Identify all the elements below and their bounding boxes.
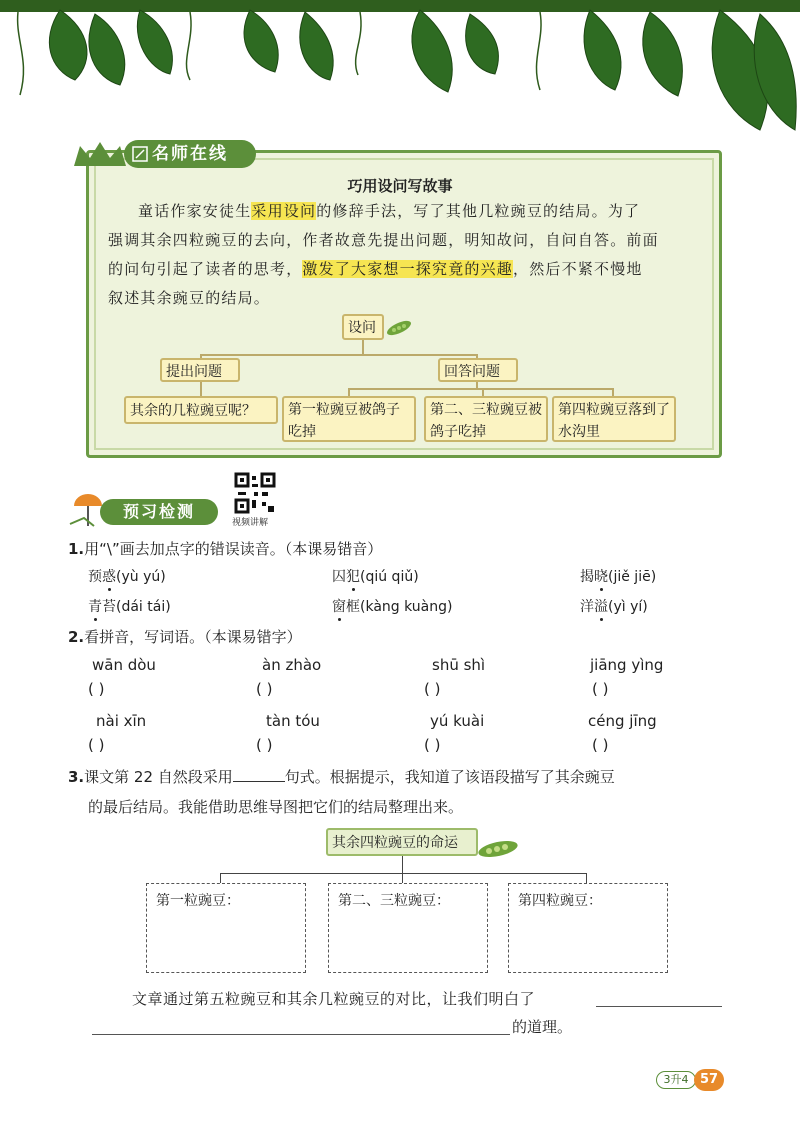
q2-answer-6[interactable]: ( ) bbox=[256, 736, 273, 754]
question-1: 1.用“\”画去加点字的错误读音。（本课易错音） bbox=[68, 540, 383, 558]
peapod-icon bbox=[384, 318, 414, 338]
q2-pinyin-2: àn zhào bbox=[262, 656, 322, 674]
diagram-ask-node: 提出问题 bbox=[160, 358, 240, 382]
q3-box-label-1: 第一粒豌豆： bbox=[156, 892, 240, 908]
q2-pinyin-1: wān dòu bbox=[92, 656, 156, 674]
q3-summary-line-2: 的道理。 bbox=[512, 1018, 573, 1036]
q3-summary-blank-2[interactable] bbox=[92, 1034, 510, 1035]
peapod-icon bbox=[474, 836, 522, 862]
vine-leaves-decoration bbox=[0, 0, 800, 140]
tips-title: 巧用设问写故事 bbox=[347, 177, 453, 195]
question-3-line-2: 的最后结局。我能借助思维导图把它们的结局整理出来。 bbox=[88, 798, 464, 816]
tips-badge-label: 名师在线 bbox=[152, 144, 228, 164]
q3-root-node: 其余四粒豌豆的命运 bbox=[326, 828, 478, 856]
q3-blank[interactable] bbox=[233, 781, 285, 782]
q2-pinyin-3: shū shì bbox=[432, 656, 486, 674]
q3-box-label-3: 第四粒豌豆： bbox=[518, 892, 602, 908]
q2-answer-3[interactable]: ( ) bbox=[424, 680, 441, 698]
q2-answer-2[interactable]: ( ) bbox=[256, 680, 273, 698]
tips-paragraph-line-1: 童话作家安徒生采用设问的修辞手法，写了其他几粒豌豆的结局。为了 bbox=[138, 202, 641, 220]
qr-label: 视频讲解 bbox=[232, 518, 269, 528]
tips-paragraph-line-2: 强调其余四粒豌豆的去向，作者故意先提出问题，明知故问，自问自答。前面 bbox=[108, 231, 659, 249]
tips-paragraph-line-3: 的问句引起了读者的思考，激发了大家想一探究竟的兴趣，然后不紧不慢地 bbox=[108, 260, 643, 278]
q2-answer-4[interactable]: ( ) bbox=[592, 680, 609, 698]
q2-answer-7[interactable]: ( ) bbox=[424, 736, 441, 754]
diagram-answer-1-node: 第一粒豌豆被鸽子吃掉 bbox=[282, 396, 416, 442]
q3-summary-line-1: 文章通过第五粒豌豆和其余几粒豌豆的对比，让我们明白了 bbox=[132, 990, 536, 1008]
q1-item-2: 囚犯(qiú qiǔ) bbox=[332, 566, 419, 586]
pen-icon bbox=[132, 146, 148, 162]
diagram-answer-2-node: 第二、三粒豌豆被鸽子吃掉 bbox=[424, 396, 548, 442]
q2-answer-5[interactable]: ( ) bbox=[88, 736, 105, 754]
q2-pinyin-7: yú kuài bbox=[430, 712, 485, 730]
q2-pinyin-8: céng jīng bbox=[588, 712, 657, 730]
diagram-answer-node: 回答问题 bbox=[438, 358, 518, 382]
crown-icon bbox=[70, 138, 130, 170]
q3-box-label-2: 第二、三粒豌豆： bbox=[338, 892, 450, 908]
page-number: 57 bbox=[694, 1069, 724, 1091]
diagram-answer-3-node: 第四粒豌豆落到了水沟里 bbox=[552, 396, 676, 442]
q2-pinyin-5: nài xīn bbox=[96, 712, 147, 730]
qr-code-icon[interactable] bbox=[234, 472, 276, 514]
q1-item-5: 窗框(kàng kuàng) bbox=[332, 596, 452, 616]
q2-pinyin-6: tàn tóu bbox=[266, 712, 320, 730]
q1-item-4: 青苔(dái tái) bbox=[88, 596, 171, 616]
question-3-line-1: 3.课文第 22 自然段采用 句式。根据提示，我知道了该语段描写了其余豌豆 bbox=[68, 768, 615, 786]
q3-summary-blank-1[interactable] bbox=[596, 1006, 722, 1007]
diagram-root-node: 设问 bbox=[342, 314, 384, 340]
q2-answer-1[interactable]: ( ) bbox=[88, 680, 105, 698]
diagram-question-node: 其余的几粒豌豆呢？ bbox=[124, 396, 278, 424]
question-2: 2.看拼音，写词语。（本课易错字） bbox=[68, 628, 302, 646]
q1-item-6: 洋溢(yì yí) bbox=[580, 596, 648, 616]
tips-paragraph-line-4: 叙述其余豌豆的结局。 bbox=[108, 289, 271, 307]
q2-pinyin-4: jiāng yìng bbox=[590, 656, 664, 674]
q1-item-1: 预惑(yù yú) bbox=[88, 566, 166, 586]
tips-badge bbox=[124, 140, 256, 168]
q1-item-3: 揭晓(jiě jiē) bbox=[580, 566, 656, 586]
q2-answer-8[interactable]: ( ) bbox=[592, 736, 609, 754]
preview-badge: 预习检测 bbox=[100, 499, 218, 525]
grade-tag: 3升4 bbox=[656, 1071, 696, 1089]
